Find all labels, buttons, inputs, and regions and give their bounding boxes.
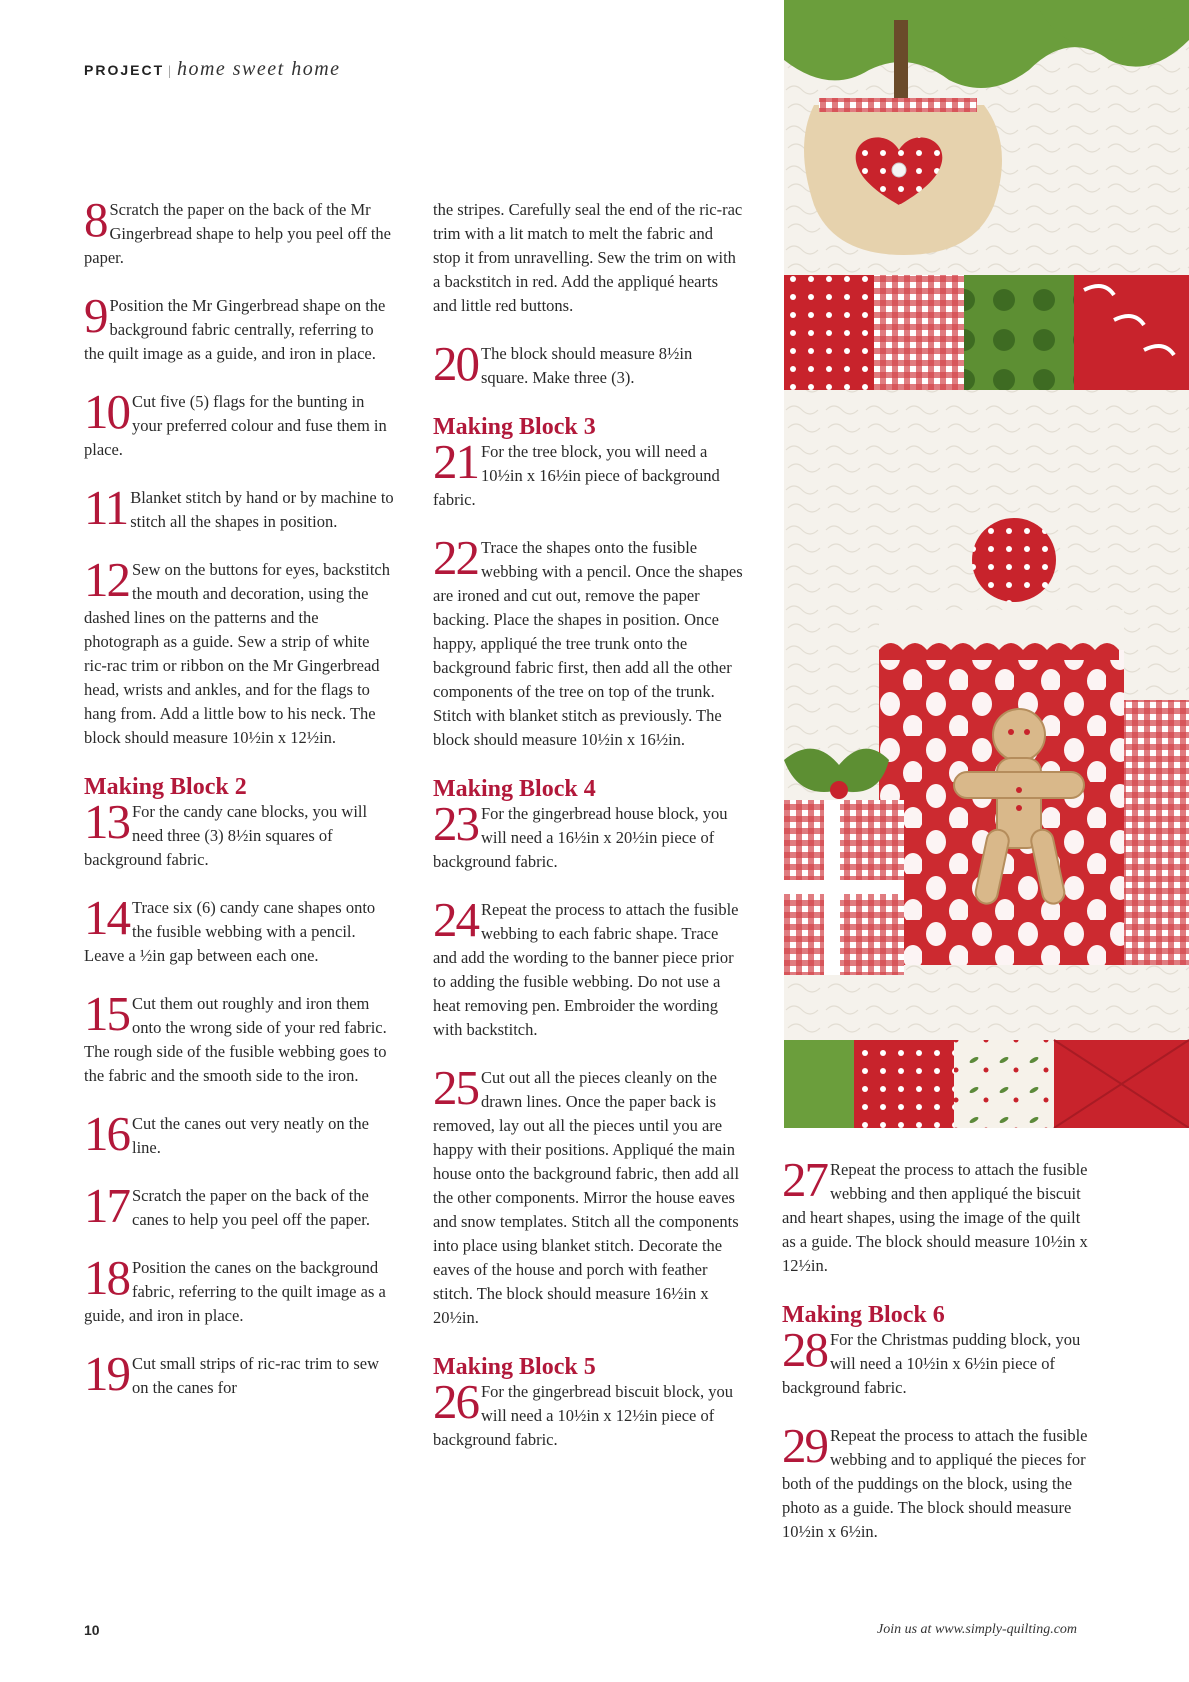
header-label: PROJECT [84,62,165,78]
step-15 [84,986,394,1088]
step-number: 9 [84,288,107,343]
step-text: Cut the canes out very neatly on the line. [132,1114,369,1157]
step-number: 17 [84,1178,129,1233]
step-number: 28 [782,1322,827,1377]
step-number: 21 [433,434,478,489]
step-number: 27 [782,1152,827,1207]
step-number: 19 [84,1346,129,1401]
column-3 [782,1152,1092,1568]
step-text: Scratch the paper on the back of the canes to help you peel off the paper. [132,1186,370,1229]
step-number: 11 [84,480,128,535]
step-9 [84,288,394,366]
section-heading: Making Block 5 [433,1354,596,1380]
step-20 [433,336,743,391]
step-18 [84,1250,394,1328]
step-text: Cut out all the pieces cleanly on the drawn lines. Once the paper back is removed, lay out all the pieces until you are happy with their positions. Appliqué the main house onto the background fabric, then add all the other components. Mirror the house eaves and snow templates. Stitch all the components into place using blanket stitch. Decorate the eaves of the house and porch with feather stitch. The block should measure 16½in x 20½in. [433,1068,740,1327]
step-26 [433,1374,743,1452]
step-text: the stripes. Carefully seal the end of the ric-rac trim with a lit match to melt the fabric and stop it from unravelling. Sew the trim on with a backstitch in red. Add the appliqué hearts and little red buttons. [433,200,743,315]
step-number: 23 [433,796,478,851]
step-24 [433,892,743,1042]
step-number: 12 [84,552,129,607]
step-continued [433,198,743,318]
step-13 [84,794,394,872]
step-29 [782,1418,1092,1544]
step-text: Repeat the process to attach the fusible webbing and to appliqué the pieces for both of the puddings on the block, using the photo as a guide. The block should measure 10½in x 6½in. [782,1426,1088,1541]
step-text: For the gingerbread house block, you will need a 16½in x 20½in piece of background fabric. [433,804,728,871]
step-12 [84,552,394,750]
step-text: Sew on the buttons for eyes, backstitch the mouth and decoration, using the dashed lines on the patterns and the photograph as a guide. Sew a strip of white ric-rac trim or ribbon on the Mr Gingerbread head, wrists and ankles, and for the flags to hang from. Add a little bow to his neck. The block should measure 10½in x 12½in. [84,560,390,747]
step-11 [84,480,394,535]
step-14 [84,890,394,968]
quilt-photo [784,0,1189,1128]
step-17 [84,1178,394,1233]
step-text: For the gingerbread biscuit block, you will need a 10½in x 12½in piece of background fabric. [433,1382,734,1449]
step-text: Position the canes on the background fabric, referring to the quilt image as a guide, and iron in place. [84,1258,386,1325]
step-text: For the tree block, you will need a 10½in x 16½in piece of background fabric. [433,442,720,509]
step-21 [433,434,743,512]
section-heading: Making Block 6 [782,1302,945,1328]
section-heading: Making Block 4 [433,776,596,802]
header-title: home sweet home [176,58,341,80]
step-text: The block should measure 8½in square. Make three (3). [481,344,693,387]
step-number: 15 [84,986,129,1041]
column-1 [84,192,394,1424]
step-8 [84,192,394,270]
step-28 [782,1322,1092,1400]
step-number: 20 [433,336,478,391]
step-text: Position the Mr Gingerbread shape on the background fabric centrally, referring to the quilt image as a guide, and iron in place. [84,296,386,363]
step-text: Trace the shapes onto the fusible webbing with a pencil. Once the shapes are ironed and cut out, remove the paper backing. Place the shapes in position. Once happy, appliqué the tree trunk onto the background fabric first, then add all the other components of the tree on top of the trunk. Stitch with blanket stitch as previously. The block should measure 10½in x 16½in. [433,538,743,749]
step-text: Repeat the process to attach the fusible webbing to each fabric shape. Trace and add the wording to the banner piece prior to adding the fusible webbing. Do not use a heat removing pen. Embroider the wording with backstitch. [433,900,739,1039]
header-separator: | [168,64,173,79]
step-text: Repeat the process to attach the fusible webbing and then appliqué the biscuit and heart shapes, using the image of the quilt as a guide. The block should measure 10½in x 12½in. [782,1160,1088,1275]
step-text: Cut five (5) flags for the bunting in your preferred colour and fuse them in place. [84,392,387,459]
step-text: Cut small strips of ric-rac trim to sew on the canes for [132,1354,379,1397]
page-number: 10 [84,1622,100,1638]
step-23 [433,796,743,874]
step-text: For the Christmas pudding block, you will need a 10½in x 6½in piece of background fabric. [782,1330,1081,1397]
step-number: 14 [84,890,129,945]
step-number: 26 [433,1374,478,1429]
step-number: 8 [84,192,107,247]
running-header [84,58,341,81]
step-10 [84,384,394,462]
step-text: Cut them out roughly and iron them onto the wrong side of your red fabric. The rough side of the fusible webbing goes to the fabric and the smooth side to the iron. [84,994,387,1085]
step-number: 24 [433,892,478,947]
step-number: 18 [84,1250,129,1305]
step-27 [782,1152,1092,1278]
step-text: Blanket stitch by hand or by machine to stitch all the shapes in position. [130,488,394,531]
step-number: 10 [84,384,129,439]
step-number: 29 [782,1418,827,1473]
step-text: Scratch the paper on the back of the Mr Gingerbread shape to help you peel off the paper. [84,200,391,267]
step-19 [84,1346,394,1401]
step-25 [433,1060,743,1330]
step-number: 22 [433,530,478,585]
step-16 [84,1106,394,1161]
column-2 [433,198,743,1476]
step-text: For the candy cane blocks, you will need three (3) 8½in squares of background fabric. [84,802,368,869]
step-number: 16 [84,1106,129,1161]
footer-url: Join us at www.simply-quilting.com [877,1622,1078,1637]
section-heading: Making Block 3 [433,414,596,440]
step-22 [433,530,743,752]
step-text: Trace six (6) candy cane shapes onto the fusible webbing with a pencil. Leave a ½in gap between each one. [84,898,376,965]
step-number: 13 [84,794,129,849]
section-heading: Making Block 2 [84,774,247,800]
step-number: 25 [433,1060,478,1115]
